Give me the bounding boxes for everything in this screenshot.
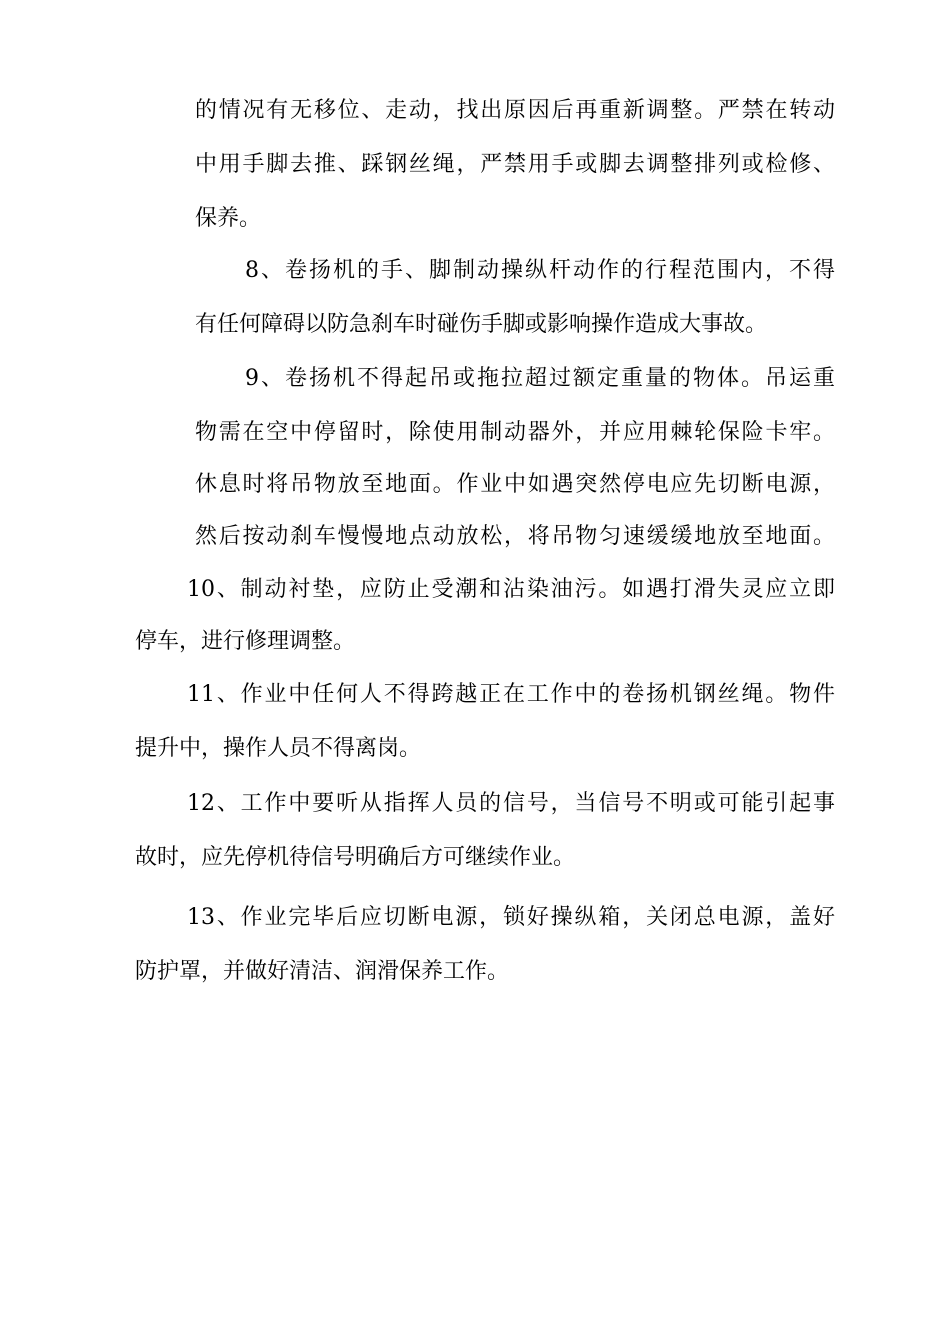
text-line: 中用手脚去推、踩钢丝绳，严禁用手或脚去调整排列或检修、 — [195, 152, 835, 177]
text-line: 保养。 — [195, 206, 262, 231]
text-line: 8、卷扬机的手、脚制动操纵杆动作的行程范围内，不得 — [245, 258, 835, 283]
text-line: 停车，进行修理调整。 — [135, 629, 356, 654]
text-line: 9、卷扬机不得起吊或拖拉超过额定重量的物体。吊运重 — [245, 366, 835, 391]
text-line: 13、作业完毕后应切断电源，锁好操纵箱，关闭总电源，盖好 — [187, 905, 835, 930]
text-line: 提升中，操作人员不得离岗。 — [135, 736, 422, 761]
text-line: 然后按动刹车慢慢地点动放松，将吊物匀速缓缓地放至地面。 — [195, 524, 835, 549]
text-line: 的情况有无移位、走动，找出原因后再重新调整。严禁在转动 — [195, 98, 835, 123]
text-line: 有任何障碍以防急刹车时碰伤手脚或影响操作造成大事故。 — [195, 312, 768, 337]
text-line: 故时，应先停机待信号明确后方可继续作业。 — [135, 845, 576, 870]
text-line: 11、作业中任何人不得跨越正在工作中的卷扬机钢丝绳。物件 — [187, 682, 835, 707]
text-line: 物需在空中停留时，除使用制动器外，并应用棘轮保险卡牢。 — [195, 420, 835, 445]
text-line: 休息时将吊物放至地面。作业中如遇突然停电应先切断电源， — [195, 472, 835, 497]
text-line: 10、制动衬垫，应防止受潮和沾染油污。如遇打滑失灵应立即 — [187, 577, 835, 602]
text-line: 12、工作中要听从指挥人员的信号，当信号不明或可能引起事 — [187, 791, 835, 816]
text-line: 防护罩，并做好清洁、润滑保养工作。 — [135, 959, 510, 984]
